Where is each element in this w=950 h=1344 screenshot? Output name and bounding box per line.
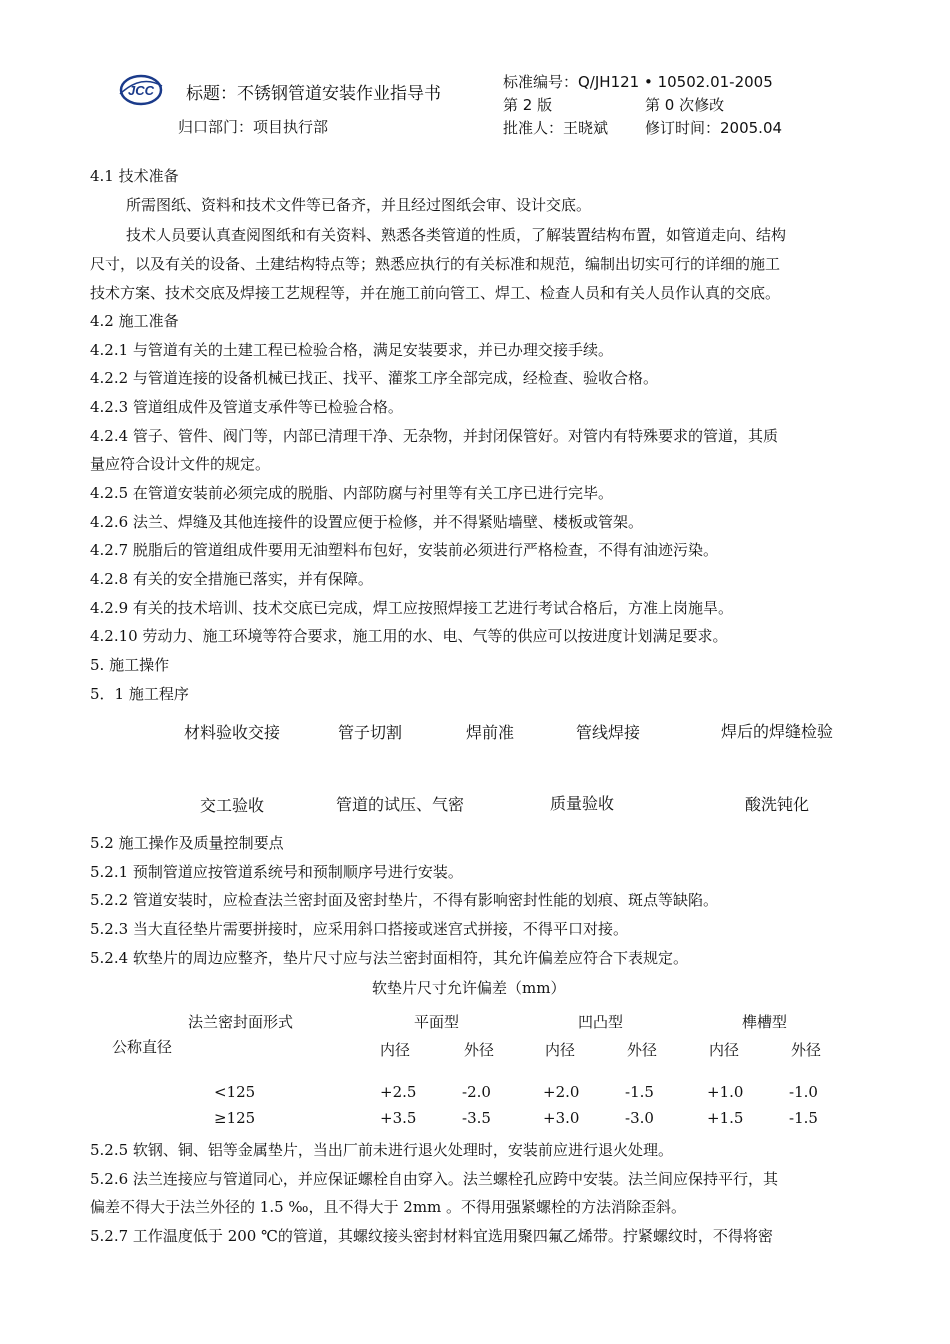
table-subheader: 外径 [791, 1041, 822, 1059]
flow-step: 管道的试压、气密 [336, 795, 465, 814]
table-subheader: 外径 [464, 1041, 495, 1059]
paragraph: 技术人员要认真查阅图纸和有关资料、熟悉各类管道的性质，了解装置结构布置，如管道走向、结构 [126, 226, 787, 244]
clause-4-2-4-cont: 量应符合设计文件的规定。 [90, 455, 271, 473]
revised-date: 修订时间：2005.04 [645, 119, 783, 137]
table-subheader: 外径 [627, 1041, 658, 1059]
table-cell: +1.5 [707, 1109, 744, 1127]
company-logo [118, 72, 164, 108]
department: 归口部门：项目执行部 [178, 118, 329, 136]
table-header-form: 法兰密封面形式 [188, 1013, 294, 1031]
clause-4-2-9: 4.2.9 有关的技术培训、技术交底已完成，焊工应按照焊接工艺进行考试合格后，方准上岗施旱。 [90, 599, 733, 617]
table-cell: +3.0 [543, 1109, 580, 1127]
section-4-2-heading: 4.2 施工准备 [90, 312, 179, 330]
clause-4-2-7: 4.2.7 脱脂后的管道组成件要用无油塑料布包好，安装前必须进行严格检查，不得有油迹污染。 [90, 541, 718, 559]
paragraph: 尺寸，以及有关的设备、土建结构特点等；熟悉应执行的有关标准和规范，编制出切实可行的详细的施工 [90, 255, 781, 273]
edition: 第 2 版 [503, 96, 553, 114]
clause-4-2-3: 4.2.3 管道组成件及管道支承件等已检验合格。 [90, 398, 403, 416]
table-cell: -2.0 [462, 1083, 491, 1101]
table-cell-dn: <125 [214, 1083, 256, 1101]
table-cell: +2.5 [380, 1083, 417, 1101]
table-subheader: 内径 [380, 1041, 411, 1059]
flow-step: 交工验收 [200, 796, 265, 815]
table-cell: +1.0 [707, 1083, 744, 1101]
clause-4-2-2: 4.2.2 与管道连接的设备机械已找正、找平、灌浆工序全部完成，经检查、验收合格。 [90, 369, 658, 387]
clause-5-2-6: 5.2.6 法兰连接应与管道同心，并应保证螺栓自由穿入。法兰螺栓孔应跨中安装。法兰间应保持平行，其 [90, 1170, 778, 1188]
table-cell: -3.5 [462, 1109, 491, 1127]
paragraph: 技术方案、技术交底及焊接工艺规程等，并在施工前向管工、焊工、检查人员和有关人员作认真的交底。 [90, 284, 781, 302]
flow-step: 酸洗钝化 [745, 795, 810, 814]
approver: 批准人：王晓斌 [503, 119, 609, 137]
revision: 第 0 次修改 [645, 96, 725, 114]
table-header-type: 榫槽型 [742, 1013, 788, 1031]
clause-4-2-4: 4.2.4 管子、管件、阀门等，内部已清理干净、无杂物，并封闭保管好。对管内有特殊要求的管道，其质 [90, 427, 778, 445]
clause-5-2-7: 5.2.7 工作温度低于 200 ℃的管道，其螺纹接头密封材料宜选用聚四氟乙烯带。拧紧螺纹时，不得将密 [90, 1227, 773, 1245]
table-subheader: 内径 [709, 1041, 740, 1059]
section-5-2-heading: 5.2 施工操作及质量控制要点 [90, 834, 284, 852]
clause-5-2-3: 5.2.3 当大直径垫片需要拼接时，应采用斜口搭接或迷宫式拼接，不得平口对接。 [90, 920, 628, 938]
clause-5-2-1: 5.2.1 预制管道应按管道系统号和预制顺序号进行安装。 [90, 863, 463, 881]
logo-text: JCC [127, 83, 155, 98]
document-title: 标题：不锈钢管道安装作业指导书 [186, 84, 441, 104]
clause-4-2-6: 4.2.6 法兰、焊缝及其他连接件的设置应便于检修，并不得紧贴墙壁、楼板或管架。 [90, 513, 643, 531]
table-cell: -3.0 [625, 1109, 654, 1127]
table-cell: -1.0 [789, 1083, 818, 1101]
flow-step: 管子切割 [338, 723, 403, 742]
table-cell: -1.5 [789, 1109, 818, 1127]
clause-4-2-1: 4.2.1 与管道有关的土建工程已检验合格，满足安装要求，并已办理交接手续。 [90, 341, 613, 359]
clause-5-2-4: 5.2.4 软垫片的周边应整齐，垫片尺寸应与法兰密封面相符，其允许偏差应符合下表规定。 [90, 949, 688, 967]
table-cell: +2.0 [543, 1083, 580, 1101]
flow-step: 材料验收交接 [184, 723, 281, 742]
table-cell-dn: ≥125 [214, 1109, 256, 1127]
flow-step: 质量验收 [550, 794, 615, 813]
table-header-dn: 公称直径 [112, 1038, 173, 1056]
standard-number: 标准编号：Q/JH121 • 10502.01-2005 [503, 73, 773, 91]
table-subheader: 内径 [545, 1041, 576, 1059]
flow-step: 焊后的焊缝检验 [721, 722, 834, 741]
flow-step: 管线焊接 [576, 723, 641, 742]
clause-5-2-6-cont: 偏差不得大于法兰外径的 1.5 ‰，且不得大于 2mm 。不得用强紧螺栓的方法消除歪斜。 [90, 1198, 687, 1216]
table-header-type: 平面型 [414, 1013, 460, 1031]
clause-4-2-5: 4.2.5 在管道安装前必须完成的脱脂、内部防腐与衬里等有关工序已进行完毕。 [90, 484, 613, 502]
clause-4-2-8: 4.2.8 有关的安全措施已落实，并有保障。 [90, 570, 373, 588]
table-cell: +3.5 [380, 1109, 417, 1127]
section-5-heading: 5. 施工操作 [90, 656, 170, 674]
clause-4-2-10: 4.2.10 劳动力、施工环境等符合要求，施工用的水、电、气等的供应可以按进度计划满足要求。 [90, 627, 728, 645]
table-header-type: 凹凸型 [578, 1013, 624, 1031]
section-5-1-heading: 5．1 施工程序 [90, 685, 189, 703]
clause-5-2-2: 5.2.2 管道安装时，应检查法兰密封面及密封垫片，不得有影响密封性能的划痕、斑点等缺陷。 [90, 891, 718, 909]
paragraph: 所需图纸、资料和技术文件等已备齐，并且经过图纸会审、设计交底。 [126, 196, 592, 214]
table-cell: -1.5 [625, 1083, 654, 1101]
section-4-1-heading: 4.1 技术准备 [90, 167, 179, 185]
flow-step: 焊前准 [466, 723, 515, 742]
table-caption: 软垫片尺寸允许偏差（mm） [372, 979, 566, 997]
clause-5-2-5: 5.2.5 软钢、铜、铝等金属垫片，当出厂前未进行退火处理时，安装前应进行退火处理。 [90, 1141, 673, 1159]
